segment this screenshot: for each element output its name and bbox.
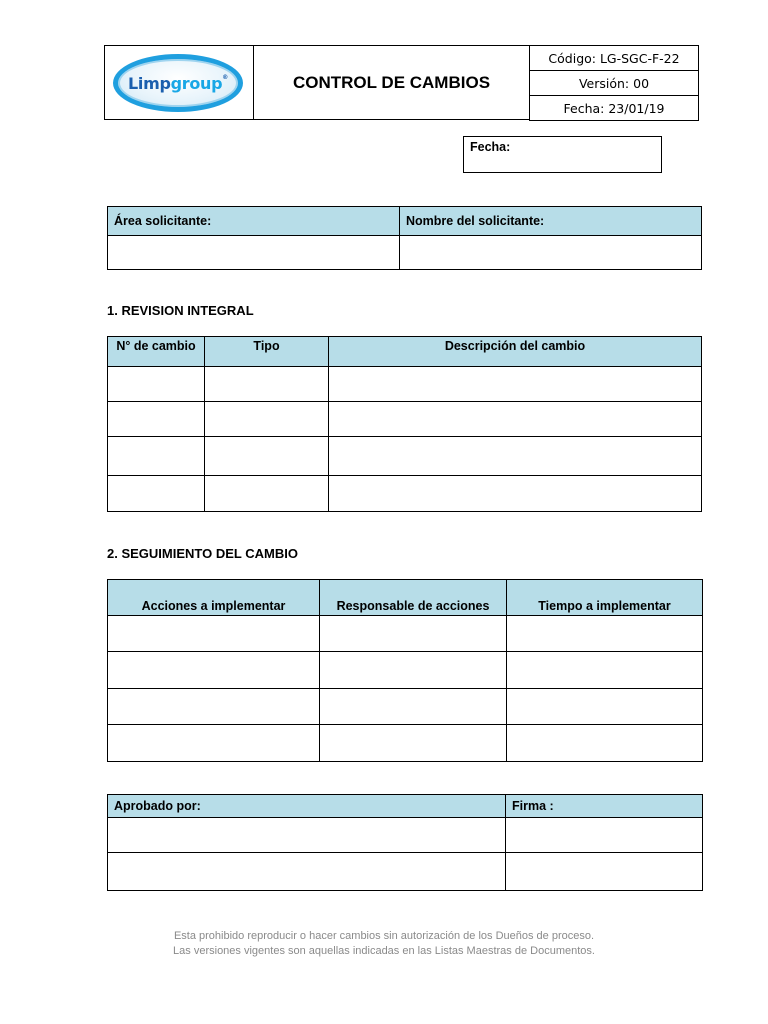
revision-col-descripcion: Descripción del cambio [329,337,702,367]
seguimiento-table [107,579,703,762]
seguimiento-cell[interactable] [320,725,507,762]
nombre-solicitante-header: Nombre del solicitante: [400,207,702,236]
revision-col-tipo: Tipo [205,337,329,367]
footer-line-2: Las versiones vigentes son aquellas indicadas en las Listas Maestras de Documentos. [173,945,595,957]
seguimiento-cell[interactable] [507,689,703,725]
table-row [108,725,703,762]
revision-table [107,336,702,512]
revision-cell[interactable] [329,437,702,476]
table-row [108,367,702,402]
revision-cell[interactable] [108,402,205,437]
seguimiento-cell[interactable] [320,652,507,689]
document-title-text: CONTROL DE CAMBIOS [292,72,491,92]
seguimiento-cell[interactable] [507,725,703,762]
revision-cell[interactable] [205,476,329,512]
fecha-meta-cell: Fecha: 23/01/19 [530,96,699,121]
table-row [108,616,703,652]
footer-notice [0,929,768,959]
firma-input[interactable] [506,818,703,853]
firma-input[interactable] [506,853,703,891]
revision-cell[interactable] [329,367,702,402]
seguimiento-cell[interactable] [320,616,507,652]
document-meta-table [529,45,699,121]
revision-col-numero: N° de cambio [108,337,205,367]
table-row [108,476,702,512]
revision-cell[interactable] [205,367,329,402]
revision-cell[interactable] [329,402,702,437]
revision-cell[interactable] [329,476,702,512]
footer-line-1: Esta prohibido reproducir o hacer cambios sin autorización de los Dueños de proceso. [173,930,595,942]
revision-section-title: 1. REVISION INTEGRAL [107,303,254,318]
table-row [108,853,703,891]
table-row [108,689,703,725]
seguimiento-section-title: 2. SEGUIMIENTO DEL CAMBIO [107,546,298,561]
revision-cell[interactable] [205,437,329,476]
seguimiento-cell[interactable] [507,652,703,689]
table-row [108,818,703,853]
fecha-field[interactable] [463,136,662,173]
revision-cell[interactable] [108,476,205,512]
seguimiento-col-tiempo: Tiempo a implementar [507,580,703,616]
revision-cell[interactable] [205,402,329,437]
seguimiento-cell[interactable] [108,725,320,762]
codigo-cell: Código: LG-SGC-F-22 [530,46,699,71]
fecha-field-label: Fecha: [470,140,511,154]
table-row [108,652,703,689]
seguimiento-cell[interactable] [320,689,507,725]
seguimiento-cell[interactable] [108,689,320,725]
logo-wordmark [128,74,228,93]
version-cell: Versión: 00 [530,71,699,96]
logo-word-limp: Limp [128,73,171,93]
table-row [108,437,702,476]
area-solicitante-header: Área solicitante: [108,207,400,236]
aprobado-por-input[interactable] [108,853,506,891]
seguimiento-cell[interactable] [108,616,320,652]
solicitante-table [107,206,702,270]
seguimiento-cell[interactable] [507,616,703,652]
limpgroup-logo [113,54,243,112]
nombre-solicitante-input[interactable] [400,236,702,270]
revision-cell[interactable] [108,437,205,476]
logo-registered-mark: ® [222,73,228,81]
seguimiento-col-responsable: Responsable de acciones [320,580,507,616]
firma-header: Firma : [506,795,703,818]
document-title [253,45,530,120]
logo-word-group: group [170,73,223,93]
area-solicitante-input[interactable] [108,236,400,270]
revision-cell[interactable] [108,367,205,402]
seguimiento-col-acciones: Acciones a implementar [108,580,320,616]
table-row [108,402,702,437]
aprobado-por-input[interactable] [108,818,506,853]
aprobado-por-header: Aprobado por: [108,795,506,818]
seguimiento-cell[interactable] [108,652,320,689]
aprobacion-table [107,794,703,891]
